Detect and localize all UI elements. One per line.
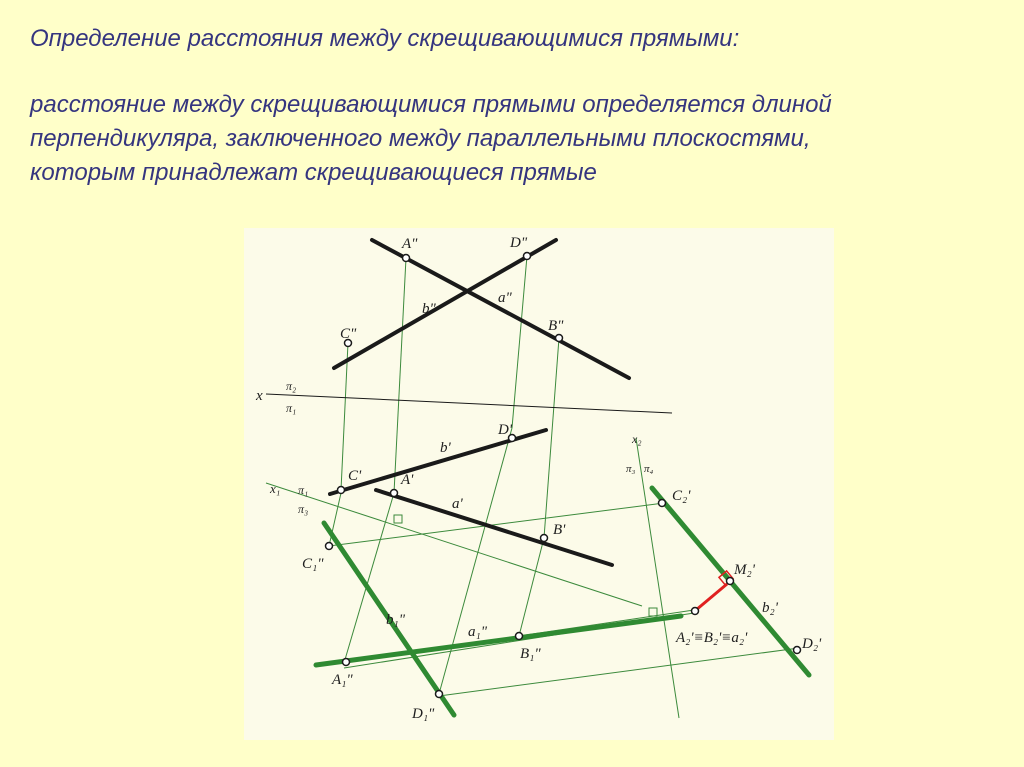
point-b-double-prime bbox=[556, 335, 563, 342]
label-a2-line: a" bbox=[498, 290, 512, 306]
line-a1-double-prime bbox=[316, 616, 681, 665]
label-d2: D" bbox=[510, 235, 528, 251]
point-d1-double-prime bbox=[436, 691, 443, 698]
label-b2-point: B" bbox=[548, 318, 564, 334]
point-a1-double-prime bbox=[343, 659, 350, 666]
label-m2p: M₂' bbox=[734, 562, 755, 578]
projector-c-to-c2 bbox=[329, 503, 664, 546]
diagram-labels bbox=[255, 235, 822, 722]
label-c1pp: C₁" bbox=[302, 556, 324, 572]
point-c-prime bbox=[338, 487, 345, 494]
label-b1: b' bbox=[440, 440, 451, 456]
point-m2-prime bbox=[727, 578, 734, 585]
label-x2: x₂ bbox=[632, 432, 642, 446]
label-c2: C" bbox=[340, 326, 357, 342]
label-pi2: π₂ bbox=[286, 379, 297, 393]
point-a2-prime bbox=[692, 608, 699, 615]
label-x: x bbox=[256, 388, 263, 404]
projector-d-to-d2 bbox=[439, 648, 799, 696]
label-c1: C' bbox=[348, 468, 362, 484]
point-a-prime bbox=[391, 490, 398, 497]
label-a2: A" bbox=[402, 236, 418, 252]
slide-body bbox=[30, 88, 1000, 190]
geometry-diagram bbox=[244, 228, 834, 740]
point-d-double-prime bbox=[524, 253, 531, 260]
point-c1-double-prime bbox=[326, 543, 333, 550]
label-b2p: b₂' bbox=[762, 600, 778, 616]
label-a1pp: a₁" bbox=[468, 624, 488, 640]
label-c2p: C₂' bbox=[672, 488, 691, 504]
label-b1pp-point: B₁" bbox=[520, 646, 541, 662]
projector-b-new bbox=[519, 538, 544, 636]
label-b1-point: B' bbox=[553, 522, 566, 538]
line-a-prime bbox=[376, 490, 612, 565]
label-pi1: π₁ bbox=[286, 401, 297, 415]
label-pi4: π₄ bbox=[644, 463, 654, 475]
label-a1-line: a' bbox=[452, 496, 463, 512]
diagram-svg bbox=[244, 228, 834, 740]
axis-x2 bbox=[636, 438, 679, 718]
right-angle-mark-1 bbox=[394, 515, 402, 523]
label-a1: A' bbox=[401, 472, 414, 488]
projector-d-vertical bbox=[512, 256, 527, 428]
point-d2-prime bbox=[794, 647, 801, 654]
body-line-2: перпендикуляра, заключенного между параллельными плоскостями, bbox=[30, 125, 811, 152]
label-b1pp: b₁" bbox=[386, 612, 406, 628]
main-lines bbox=[330, 240, 629, 565]
projector-a-vertical bbox=[394, 258, 406, 493]
point-b1-double-prime bbox=[516, 633, 523, 640]
line-a-double-prime bbox=[372, 240, 629, 378]
point-b-prime bbox=[541, 535, 548, 542]
body-line-3: которым принадлежат скрещивающиеся прямые bbox=[30, 159, 597, 186]
label-x1: x₁ bbox=[270, 481, 281, 496]
label-a1pp-point: A₁" bbox=[332, 672, 353, 688]
label-a2eq: A₂'≡B₂'≡a₂' bbox=[676, 630, 748, 646]
label-d1pp: D₁" bbox=[412, 706, 435, 722]
body-line-1: расстояние между скрещивающимися прямыми определяется длиной bbox=[30, 91, 832, 118]
label-d1: D' bbox=[498, 422, 513, 438]
projector-b-vertical bbox=[544, 338, 559, 538]
axis-x bbox=[266, 394, 672, 413]
shortest-perpendicular bbox=[696, 584, 727, 610]
slide-title: Определение расстояния между скрещивающимися прямыми: bbox=[30, 25, 740, 52]
label-d2p: D₂' bbox=[802, 636, 822, 652]
projector-a-new bbox=[344, 493, 394, 663]
point-c2-prime bbox=[659, 500, 666, 507]
label-pi1b: π₁ bbox=[298, 483, 309, 497]
projector-d-new bbox=[439, 428, 512, 694]
label-pi3b: π₃ bbox=[626, 463, 636, 475]
right-angle-mark-2 bbox=[649, 608, 657, 616]
label-pi3: π₃ bbox=[298, 502, 309, 516]
label-b2: b" bbox=[422, 301, 436, 317]
point-a-double-prime bbox=[403, 255, 410, 262]
